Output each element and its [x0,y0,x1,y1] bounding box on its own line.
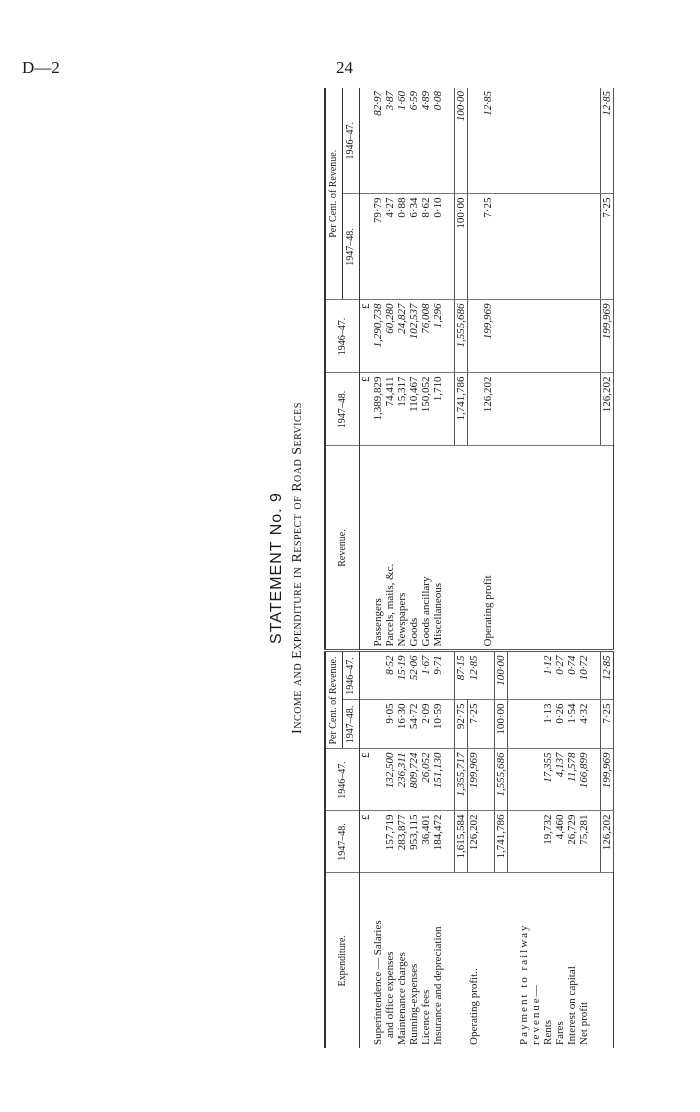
exp-value-1947: 26,729 [566,811,578,873]
rev-label: Parcels, mails, &c. [384,446,396,651]
rev-final-pct-1946: 12·85 [600,88,613,194]
exp-total-1946: 1,555,686 [494,749,507,811]
exp-value-1946: 11,578 [566,749,578,811]
rev-pct-1947: 4·27 [384,194,396,300]
rev-pct-1947: 8·62 [420,194,432,300]
exp-label: Maintenance charges [396,873,408,1048]
rev-pct-1947: 0·88 [396,194,408,300]
payment-heading: Payment to railway revenue— [518,873,542,1048]
statement-rotated-block [268,88,688,1048]
exp-subtotal-1946: 1,355,717 [455,749,468,811]
exp-operating-1946: 199,969 [468,749,495,811]
final-total-row [600,88,613,1048]
rev-pct-1946: 4·89 [420,91,432,111]
exp-label: and office expenses [384,873,396,1048]
exp-value-1947: 36,401 [420,811,432,873]
rev-pct-1946: 1·60 [396,91,408,111]
statement-title: STATEMENT No. 9 [268,492,285,644]
rev-label: Goods ancillary [420,446,432,651]
exp-value-1946: 132,500 [384,749,396,811]
revenue-header: Revenue. [325,446,360,651]
exp-value-1947: 283,877 [396,811,408,873]
expenditure-header: Expenditure. [325,873,360,1048]
exp-pct-1947: 1·13 [542,700,554,749]
exp-year1-header: 1947–48. [325,811,360,873]
exp-pct-1947: 16·30 [396,700,408,749]
rev-label: Miscellaneous [432,446,444,651]
rev-total-pct-1946: 100·00 [455,88,468,194]
pound-sign: £ [360,373,373,446]
rev-value-1947: 150,052 [420,373,432,446]
rev-value-1946: 60,280 [384,300,396,373]
page-number: 24 [336,58,353,77]
exp-value-1946: 4,137 [554,749,566,811]
exp-payment-total-1946: 199,969 [600,749,613,811]
rev-final-1947: 126,202 [600,373,613,446]
table-row [408,88,420,1048]
rev-pct-1946: 3·87 [384,91,396,111]
exp-value-1947: 4,460 [554,811,566,873]
rev-pct-1947: 6·34 [408,194,420,300]
rev-operating-label: Operating profit [468,446,495,651]
table-row [542,88,554,1048]
exp-pct-1947: 1·54 [566,700,578,749]
exp-value-1946: 26,052 [420,749,432,811]
exp-pct-1946: 15·19 [396,651,408,700]
exp-subtotal-pct-1947: 92·75 [455,700,468,749]
rev-label: Goods [408,446,420,651]
rev-pct-1946: 6·59 [408,91,420,111]
rev-pct-1946: 0·08 [432,91,444,111]
rev-value-1946: 1,296 [432,300,444,373]
exp-pct-1947: 4·32 [578,700,590,749]
exp-label: Licence fees [420,873,432,1048]
rev-total-1947: 1,741,786 [455,373,468,446]
exp-payment-total-1947: 126,202 [600,811,613,873]
table-row [384,88,396,1048]
rev-year1-header: 1947–48. [325,373,360,446]
rev-value-1947: 74,411 [384,373,396,446]
table-row [372,88,384,1048]
exp-value-1947: 953,115 [408,811,420,873]
rev-pct-year1-header: 1947–48. [343,194,360,300]
exp-pct-1947: 0·26 [554,700,566,749]
exp-label: Net profit [578,873,590,1048]
rev-value-1946: 24,827 [396,300,408,373]
rev-pct-1947: 0·10 [432,194,444,300]
rev-label: Passengers [372,446,384,651]
exp-operating-pct-1946: 12·85 [468,651,495,700]
exp-label: Rents [542,873,554,1048]
exp-value-1946: 17,355 [542,749,554,811]
exp-value-1946: 809,724 [408,749,420,811]
operating-profit-row [468,88,495,1048]
exp-label: Interest on capital [566,873,578,1048]
exp-pct-1946: 9·71 [432,651,444,700]
rev-final-1946: 199,969 [600,300,613,373]
table-row [420,88,432,1048]
exp-pct-1946: 1·67 [420,651,432,700]
exp-pct-1946: 0·74 [566,651,578,700]
exp-value-1947: 19,732 [542,811,554,873]
exp-pct-1947: 54·72 [408,700,420,749]
rev-pct-1946: 82·97 [372,91,384,116]
table-row [578,88,590,1048]
exp-total-pct-1946: 100·00 [494,651,507,700]
exp-label: Superintendence — Salaries [372,873,384,1048]
exp-payment-total-pct-1946: 12·85 [600,651,613,700]
exp-subtotal-pct-1946: 87·15 [455,651,468,700]
exp-year2-header: 1946–47. [325,749,360,811]
statement-subtitle: Income and Expenditure in Respect of Road Services [290,402,305,734]
rev-pct-1947: 79·79 [372,194,384,300]
rev-value-1947: 110,467 [408,373,420,446]
table-row [432,88,444,1048]
exp-label: Insurance and depreciation [432,873,444,1048]
rev-operating-1947: 126,202 [468,373,495,446]
rev-value-1946: 76,008 [420,300,432,373]
total-row [494,88,507,1048]
rev-value-1947: 1,389,829 [372,373,384,446]
exp-pct-1946: 10·72 [578,651,590,700]
rev-final-pct-1947: 7·25 [600,194,613,300]
exp-label: Running-expenses [408,873,420,1048]
exp-pct-1946: 1·12 [542,651,554,700]
exp-value-1947: 157,719 [384,811,396,873]
exp-pct-1946: 0·27 [554,651,566,700]
exp-total-1947: 1,741,786 [494,811,507,873]
rev-total-pct-1947: 100·00 [455,194,468,300]
rev-year2-header: 1946–47. [325,300,360,373]
pound-sign: £ [360,811,373,873]
exp-operating-pct-1947: 7·25 [468,700,495,749]
rev-operating-pct-1947: 7·25 [468,194,495,300]
exp-value-1947: 184,472 [432,811,444,873]
rev-operating-1946: 199,969 [468,300,495,373]
table-row [396,88,408,1048]
exp-pct-1946: 8·52 [384,651,396,700]
exp-value-1946: 166,899 [578,749,590,811]
exp-value-1946: 236,311 [396,749,408,811]
subtotal-row [455,88,468,1048]
exp-pct-1946: 52·06 [408,651,420,700]
exp-subtotal-1947: 1,615,584 [455,811,468,873]
page-reference: D—2 [22,58,60,77]
exp-operating-1947: 126,202 [468,811,495,873]
pound-sign: £ [360,300,373,373]
exp-value-1946: 151,130 [432,749,444,811]
rev-label: Newspapers [396,446,408,651]
exp-label: Fares [554,873,566,1048]
rev-value-1946: 102,537 [408,300,420,373]
rev-total-1946: 1,555,686 [455,300,468,373]
exp-pct-1947: 10·59 [432,700,444,749]
rev-pct-year2-header: 1946–47. [343,88,360,194]
rev-value-1947: 15,317 [396,373,408,446]
exp-pct-1947: 2·09 [420,700,432,749]
rev-value-1946: 1,290,738 [372,300,384,373]
exp-operating-label: Operating profit.. [468,873,495,1048]
exp-pct-year1-header: 1947–48. [343,700,360,749]
exp-pct-1947: 9·05 [384,700,396,749]
exp-pct-year2-header: 1946–47. [343,651,360,700]
pound-sign: £ [360,749,373,811]
exp-total-pct-1947: 100·00 [494,700,507,749]
exp-value-1947: 75,281 [578,811,590,873]
income-expenditure-table [324,88,614,1048]
table-row [554,88,566,1048]
rev-percent-header: Per Cent. of Revenue. [325,88,343,300]
rev-value-1947: 1,710 [432,373,444,446]
table-row [566,88,578,1048]
exp-percent-header: Per Cent. of Revenue. [325,651,343,749]
exp-payment-total-pct-1947: 7·25 [600,700,613,749]
rev-operating-pct-1946: 12·85 [482,91,494,116]
